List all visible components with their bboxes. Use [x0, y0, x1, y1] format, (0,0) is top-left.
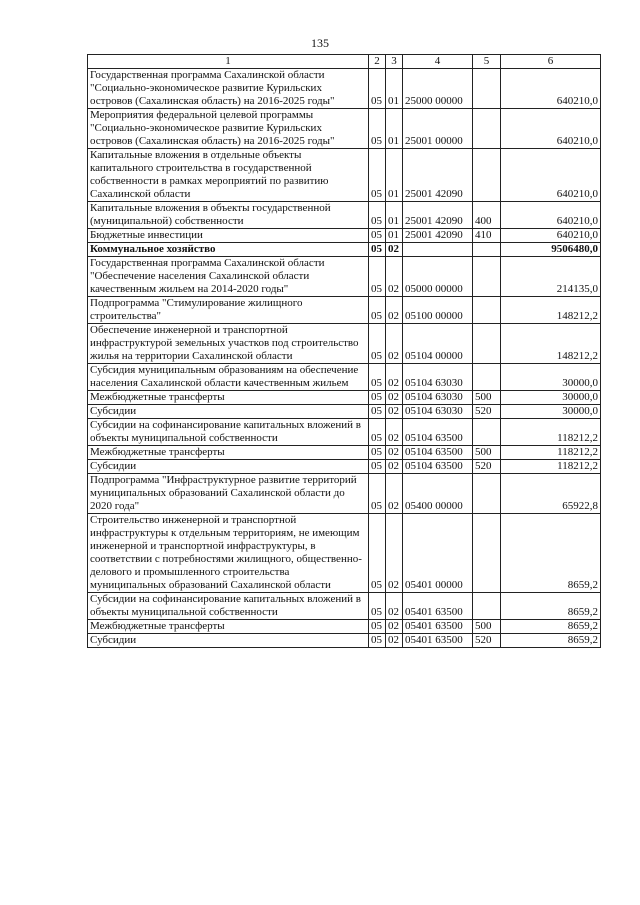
- cell-subsection: 02: [386, 593, 403, 620]
- cell-expense-type: [473, 474, 501, 514]
- table-row: [88, 391, 601, 405]
- cell-target-article: 05104 63030: [403, 364, 473, 391]
- cell-name: Государственная программа Сахалинской области "Обеспечение населения Сахалинской области качественным жильем на 2014-2020 годы": [88, 257, 369, 297]
- cell-target-article: 05104 63500: [403, 419, 473, 446]
- cell-amount: 30000,0: [501, 364, 601, 391]
- cell-expense-type: [473, 149, 501, 202]
- cell-expense-type: [473, 419, 501, 446]
- cell-amount: 30000,0: [501, 405, 601, 419]
- header-col-6: 6: [501, 55, 601, 69]
- cell-amount: 148212,2: [501, 297, 601, 324]
- cell-name: Подпрограмма "Стимулирование жилищного строительства": [88, 297, 369, 324]
- table-row: [88, 229, 601, 243]
- cell-amount: 65922,8: [501, 474, 601, 514]
- budget-table: [87, 54, 601, 648]
- cell-section: 05: [369, 243, 386, 257]
- header-col-1: 1: [88, 55, 369, 69]
- cell-name: Мероприятия федеральной целевой программы "Социально-экономическое развитие Курильских островов (Сахалинская область) на 2016-2025 годы": [88, 109, 369, 149]
- page-number: 135: [311, 36, 329, 50]
- cell-subsection: 02: [386, 419, 403, 446]
- cell-target-article: 05401 00000: [403, 514, 473, 593]
- cell-expense-type: [473, 593, 501, 620]
- cell-amount: 9506480,0: [501, 243, 601, 257]
- cell-section: 05: [369, 405, 386, 419]
- cell-name: Межбюджетные трансферты: [88, 391, 369, 405]
- cell-expense-type: [473, 257, 501, 297]
- cell-target-article: 05401 63500: [403, 593, 473, 620]
- cell-subsection: 02: [386, 243, 403, 257]
- cell-subsection: 01: [386, 229, 403, 243]
- cell-name: Межбюджетные трансферты: [88, 446, 369, 460]
- cell-expense-type: [473, 364, 501, 391]
- cell-section: 05: [369, 620, 386, 634]
- cell-subsection: 02: [386, 391, 403, 405]
- cell-target-article: 05104 63500: [403, 460, 473, 474]
- cell-name: Субсидии: [88, 634, 369, 648]
- cell-expense-type: 520: [473, 460, 501, 474]
- cell-amount: 640210,0: [501, 149, 601, 202]
- cell-section: 05: [369, 149, 386, 202]
- cell-target-article: 05104 63030: [403, 405, 473, 419]
- cell-section: 05: [369, 514, 386, 593]
- cell-expense-type: 500: [473, 446, 501, 460]
- cell-section: 05: [369, 202, 386, 229]
- cell-name: Капитальные вложения в отдельные объекты капитального строительства в государственной собственности в рамках мероприятий по развитию Сахалинской области: [88, 149, 369, 202]
- cell-amount: 8659,2: [501, 514, 601, 593]
- cell-subsection: 02: [386, 620, 403, 634]
- header-col-2: 2: [369, 55, 386, 69]
- cell-section: 05: [369, 257, 386, 297]
- cell-subsection: 02: [386, 474, 403, 514]
- cell-name: Подпрограмма "Инфраструктурное развитие территорий муниципальных образований Сахалинской области до 2020 года": [88, 474, 369, 514]
- cell-amount: 640210,0: [501, 69, 601, 109]
- table-body: [88, 69, 601, 648]
- cell-section: 05: [369, 593, 386, 620]
- cell-amount: 8659,2: [501, 634, 601, 648]
- cell-amount: 148212,2: [501, 324, 601, 364]
- cell-section: 05: [369, 419, 386, 446]
- cell-section: 05: [369, 474, 386, 514]
- header-col-5: 5: [473, 55, 501, 69]
- table-row: [88, 593, 601, 620]
- table-row: [88, 474, 601, 514]
- cell-section: 05: [369, 324, 386, 364]
- table-row: [88, 69, 601, 109]
- cell-amount: 118212,2: [501, 419, 601, 446]
- cell-target-article: 05104 63030: [403, 391, 473, 405]
- cell-target-article: 05104 63500: [403, 446, 473, 460]
- table-row: [88, 446, 601, 460]
- table-row: [88, 405, 601, 419]
- cell-target-article: [403, 243, 473, 257]
- table-row: [88, 324, 601, 364]
- cell-section: 05: [369, 634, 386, 648]
- cell-amount: 214135,0: [501, 257, 601, 297]
- cell-subsection: 02: [386, 405, 403, 419]
- cell-expense-type: 400: [473, 202, 501, 229]
- cell-amount: 30000,0: [501, 391, 601, 405]
- cell-subsection: 02: [386, 634, 403, 648]
- cell-name: Строительство инженерной и транспортной инфраструктуры к отдельным территориям, не имеющим инженерной и транспортной инфраструктуры, в соответствии с потребностями жилищного, общественно-делового и промышленного строительства муниципальных образований Сахалинской области: [88, 514, 369, 593]
- table-row: [88, 257, 601, 297]
- cell-target-article: 05400 00000: [403, 474, 473, 514]
- cell-expense-type: [473, 297, 501, 324]
- cell-name: Субсидии на софинансирование капитальных вложений в объекты муниципальной собственности: [88, 419, 369, 446]
- cell-subsection: 01: [386, 109, 403, 149]
- cell-subsection: 02: [386, 364, 403, 391]
- cell-name: Субсидии: [88, 460, 369, 474]
- cell-amount: 118212,2: [501, 446, 601, 460]
- cell-amount: 8659,2: [501, 620, 601, 634]
- cell-subsection: 02: [386, 297, 403, 324]
- cell-expense-type: [473, 243, 501, 257]
- header-row: [88, 55, 601, 69]
- cell-amount: 640210,0: [501, 202, 601, 229]
- cell-subsection: 01: [386, 202, 403, 229]
- cell-amount: 8659,2: [501, 593, 601, 620]
- cell-subsection: 02: [386, 324, 403, 364]
- table-row: [88, 202, 601, 229]
- cell-name: Субсидии на софинансирование капитальных вложений в объекты муниципальной собственности: [88, 593, 369, 620]
- cell-section: 05: [369, 229, 386, 243]
- cell-section: 05: [369, 364, 386, 391]
- cell-section: 05: [369, 460, 386, 474]
- cell-expense-type: 520: [473, 405, 501, 419]
- cell-name: Субсидии: [88, 405, 369, 419]
- cell-name: Капитальные вложения в объекты государственной (муниципальной) собственности: [88, 202, 369, 229]
- cell-expense-type: [473, 324, 501, 364]
- cell-name: Субсидия муниципальным образованиям на обеспечение населения Сахалинской области качественным жильем: [88, 364, 369, 391]
- cell-subsection: 02: [386, 460, 403, 474]
- cell-section: 05: [369, 297, 386, 324]
- table-row: [88, 460, 601, 474]
- cell-target-article: 25001 42090: [403, 202, 473, 229]
- cell-subsection: 01: [386, 69, 403, 109]
- cell-target-article: 25001 42090: [403, 229, 473, 243]
- header-col-3: 3: [386, 55, 403, 69]
- cell-amount: 640210,0: [501, 109, 601, 149]
- table-row: [88, 514, 601, 593]
- cell-name: Межбюджетные трансферты: [88, 620, 369, 634]
- cell-expense-type: [473, 69, 501, 109]
- table-row: [88, 297, 601, 324]
- cell-name: Коммунальное хозяйство: [88, 243, 369, 257]
- cell-target-article: 25001 00000: [403, 109, 473, 149]
- cell-expense-type: 500: [473, 620, 501, 634]
- cell-subsection: 02: [386, 446, 403, 460]
- cell-target-article: 25001 42090: [403, 149, 473, 202]
- cell-target-article: 05104 00000: [403, 324, 473, 364]
- table-row: [88, 419, 601, 446]
- table-row: [88, 364, 601, 391]
- cell-section: 05: [369, 446, 386, 460]
- cell-amount: 640210,0: [501, 229, 601, 243]
- table-row: [88, 109, 601, 149]
- cell-expense-type: 520: [473, 634, 501, 648]
- table-row: [88, 620, 601, 634]
- cell-section: 05: [369, 69, 386, 109]
- cell-expense-type: [473, 514, 501, 593]
- cell-target-article: 05100 00000: [403, 297, 473, 324]
- cell-subsection: 02: [386, 257, 403, 297]
- cell-target-article: 25000 00000: [403, 69, 473, 109]
- cell-target-article: 05401 63500: [403, 634, 473, 648]
- cell-subsection: 02: [386, 514, 403, 593]
- cell-expense-type: [473, 109, 501, 149]
- cell-section: 05: [369, 109, 386, 149]
- cell-target-article: 05401 63500: [403, 620, 473, 634]
- cell-name: Государственная программа Сахалинской области "Социально-экономическое развитие Курильских островов (Сахалинская область) на 2016-2025 годы": [88, 69, 369, 109]
- cell-target-article: 05000 00000: [403, 257, 473, 297]
- cell-section: 05: [369, 391, 386, 405]
- cell-amount: 118212,2: [501, 460, 601, 474]
- cell-name: Обеспечение инженерной и транспортной инфраструктурой земельных участков под строительство жилья на территории Сахалинской области: [88, 324, 369, 364]
- table-row: [88, 634, 601, 648]
- table-header: [88, 55, 601, 69]
- header-col-4: 4: [403, 55, 473, 69]
- table-row: [88, 243, 601, 257]
- cell-expense-type: 410: [473, 229, 501, 243]
- cell-subsection: 01: [386, 149, 403, 202]
- cell-expense-type: 500: [473, 391, 501, 405]
- table-row: [88, 149, 601, 202]
- cell-name: Бюджетные инвестиции: [88, 229, 369, 243]
